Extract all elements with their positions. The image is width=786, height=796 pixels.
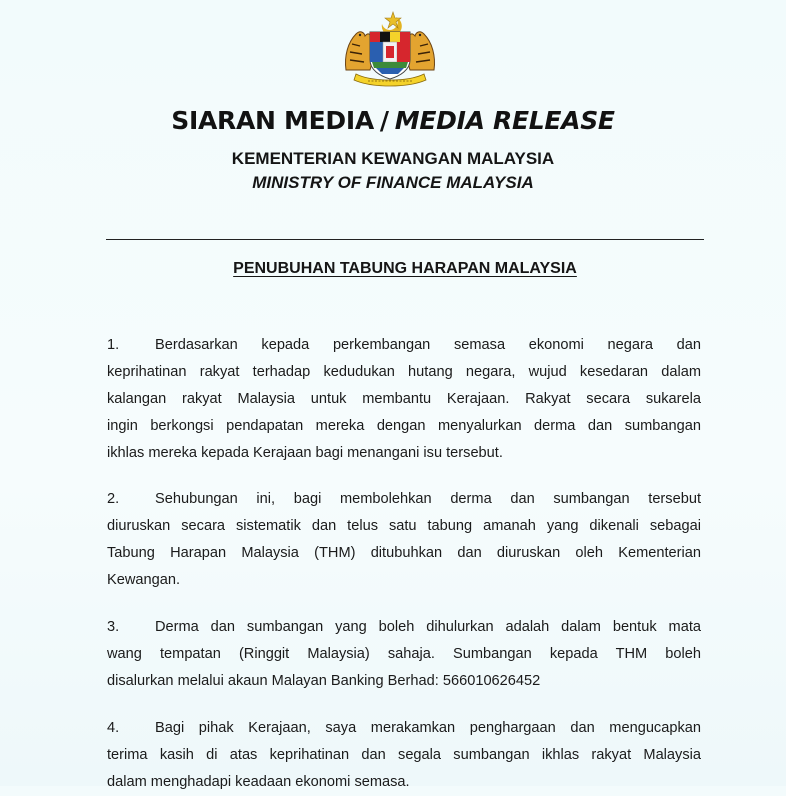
paragraph-text: Bagi pihak Kerajaan, saya merakamkan penghargaan dan mengucapkan — [155, 720, 701, 736]
paragraph-line: Kewangan. — [107, 572, 181, 588]
paragraph-number: 3. — [107, 619, 120, 635]
paragraph-line: diuruskan secara sistematik dan telus satu tabung amanah yang dikenali sebagai — [107, 518, 701, 534]
paragraph-2 — [107, 486, 701, 594]
paragraph-line — [107, 715, 701, 742]
coat-of-arms-emblem — [338, 10, 442, 88]
release-subject-heading: PENUBUHAN TABUNG HARAPAN MALAYSIA — [233, 260, 577, 277]
paragraph-line: keprihatinan rakyat terhadap kedudukan hutang negara, wujud kesedaran dalam — [107, 364, 701, 380]
horizontal-rule — [106, 239, 704, 240]
title-english: MEDIA RELEASE — [394, 106, 615, 135]
paragraph-number: 4. — [107, 720, 120, 736]
paragraph-line — [107, 614, 701, 641]
paragraph-line: kalangan rakyat Malaysia untuk membantu Kerajaan. Rakyat secara sukarela — [107, 391, 701, 407]
title-separator: / — [379, 106, 389, 135]
title-malay: SIARAN MEDIA — [171, 106, 374, 135]
paragraph-line — [107, 486, 701, 513]
paragraph-line: terima kasih di atas keprihatinan dan segala sumbangan ikhlas rakyat Malaysia — [107, 747, 701, 763]
paragraph-number: 2. — [107, 491, 120, 507]
paragraph-text: Berdasarkan kepada perkembangan semasa ekonomi negara dan — [155, 337, 701, 353]
paragraph-line: dalam menghadapi keadaan ekonomi semasa. — [107, 774, 410, 790]
paragraph-text: Sehubungan ini, bagi membolehkan derma dan sumbangan tersebut — [155, 491, 701, 507]
paragraph-1 — [107, 332, 701, 467]
document-title — [0, 106, 786, 135]
ministry-name-english: MINISTRY OF FINANCE MALAYSIA — [252, 173, 534, 192]
paragraph-line: ingin berkongsi pendapatan mereka dengan menyalurkan derma dan sumbangan — [107, 418, 701, 434]
paragraph-line: wang tempatan (Ringgit Malaysia) sahaja. Sumbangan kepada THM boleh — [107, 646, 701, 662]
paragraph-line — [107, 332, 701, 359]
paragraph-line: disalurkan melalui akaun Malayan Banking Berhad: 566010626452 — [107, 673, 541, 689]
paragraph-text: Derma dan sumbangan yang boleh dihulurkan adalah dalam bentuk mata — [155, 619, 701, 635]
paragraph-4 — [107, 715, 701, 796]
paragraph-line: Tabung Harapan Malaysia (THM) ditubuhkan dan diuruskan oleh Kementerian — [107, 545, 701, 561]
ministry-name-malay: KEMENTERIAN KEWANGAN MALAYSIA — [231, 149, 555, 168]
paragraph-3 — [107, 614, 701, 695]
paragraph-number: 1. — [107, 337, 120, 353]
paragraph-line: ikhlas mereka kepada Kerajaan bagi menangani isu tersebut. — [107, 445, 503, 461]
